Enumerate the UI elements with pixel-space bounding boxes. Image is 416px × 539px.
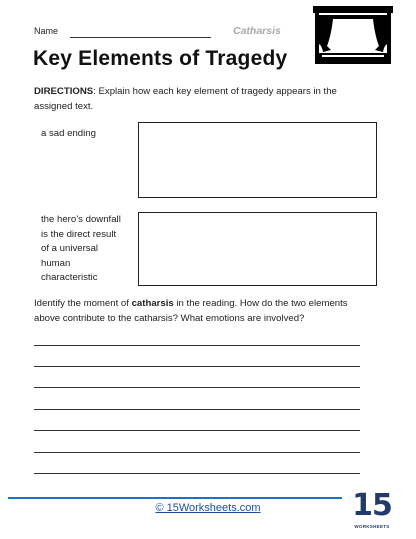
footer-rule	[8, 497, 342, 499]
writing-line[interactable]	[34, 345, 360, 346]
answer-box-sad-ending[interactable]	[138, 122, 377, 198]
writing-line[interactable]	[34, 473, 360, 474]
question-text-before: Identify the moment of	[34, 298, 132, 309]
writing-line[interactable]	[34, 387, 360, 388]
element-label-sad-ending: a sad ending	[41, 128, 96, 139]
copyright-link[interactable]: © 15Worksheets.com	[155, 502, 261, 514]
question-keyword: catharsis	[131, 298, 174, 309]
name-label: Name	[34, 26, 59, 36]
logo-word: WORKSHEETS	[354, 524, 390, 529]
logo-number: 15	[352, 488, 392, 523]
element-label-heros-downfall: the hero’s downfall is the direct result of a universal human characteristic	[41, 214, 121, 283]
question-text-after: in the reading. How do the two elements above contribute to the catharsis? What emotions are involved?	[34, 298, 348, 324]
writing-line[interactable]	[34, 409, 360, 410]
topic-label: Catharsis	[233, 25, 281, 37]
theater-stage-icon	[313, 6, 393, 64]
catharsis-question	[34, 297, 374, 326]
writing-line[interactable]	[34, 366, 360, 367]
writing-line[interactable]	[34, 452, 360, 453]
directions-label: DIRECTIONS	[34, 86, 94, 97]
worksheets-logo	[350, 490, 394, 534]
directions	[34, 85, 374, 114]
writing-line[interactable]	[34, 430, 360, 431]
name-line	[70, 37, 211, 38]
answer-box-heros-downfall[interactable]	[138, 212, 377, 286]
page-title: Key Elements of Tragedy	[33, 47, 288, 70]
directions-text: : Explain how each key element of tragedy appears in the assigned text.	[34, 86, 337, 112]
